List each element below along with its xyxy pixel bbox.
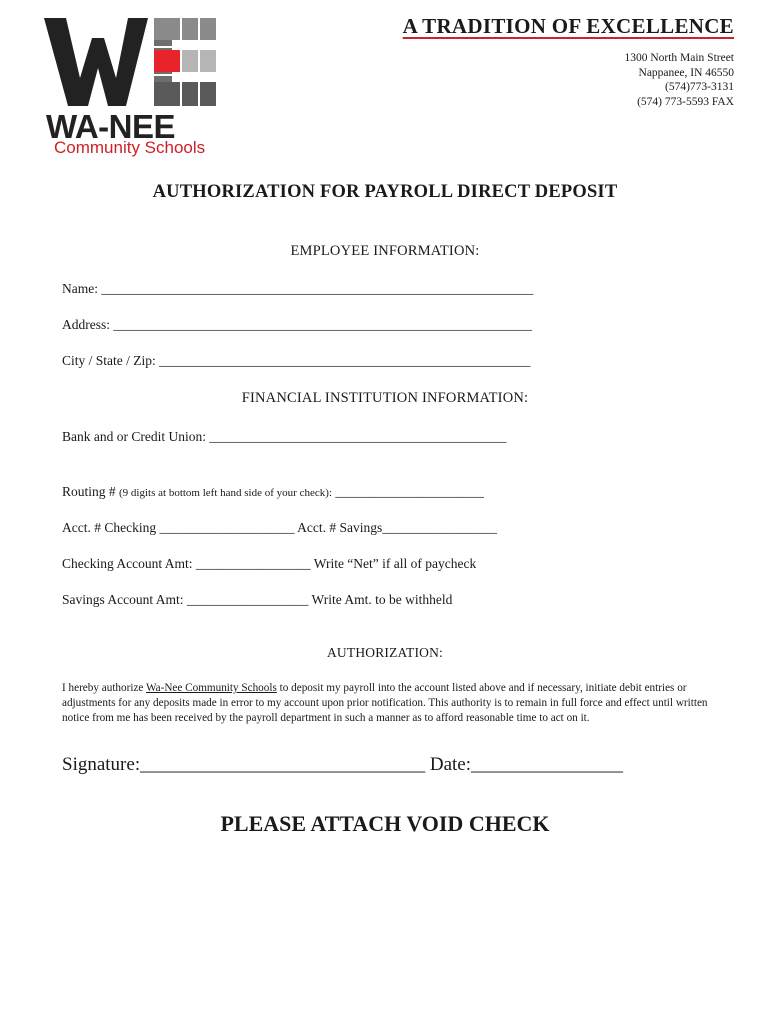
address-street: 1300 North Main Street bbox=[624, 52, 734, 64]
authorization-section-heading: AUTHORIZATION: bbox=[326, 645, 444, 660]
logo-name: WA-NEE bbox=[46, 108, 175, 145]
address-city: Nappanee, IN 46550 bbox=[638, 66, 734, 79]
routing-note: (9 digits at bottom left hand side of your check): bbox=[119, 487, 332, 499]
tagline: A TRADITION OF EXCELLENCE bbox=[402, 14, 734, 38]
signature-date-field[interactable]: Signature:______________________________ Date:________________ bbox=[62, 754, 623, 775]
authorization-text bbox=[62, 681, 722, 726]
address-fax: (574) 773-5593 FAX bbox=[637, 95, 734, 108]
void-check-notice: PLEASE ATTACH VOID CHECK bbox=[220, 811, 550, 836]
auth-pre: I hereby authorize bbox=[62, 682, 146, 694]
account-numbers-field[interactable]: Acct. # Checking ____________________ Acct. # Savings_________________ bbox=[62, 520, 497, 535]
address-block bbox=[624, 51, 734, 109]
routing-label: Routing # bbox=[62, 484, 120, 499]
address-phone: (574)773-3131 bbox=[665, 81, 734, 93]
bank-field[interactable]: Bank and or Credit Union: ____________________________________________ bbox=[62, 429, 507, 444]
savings-amount-field[interactable]: Savings Account Amt: __________________ Write Amt. to be withheld bbox=[62, 592, 453, 607]
routing-blank: ______________________ bbox=[331, 484, 484, 499]
auth-org: Wa-Nee Community Schools bbox=[145, 682, 277, 694]
wanee-logo bbox=[42, 16, 222, 158]
form-title: AUTHORIZATION FOR PAYROLL DIRECT DEPOSIT bbox=[152, 182, 618, 202]
logo-subname: Community Schools bbox=[54, 138, 206, 157]
address-field[interactable]: Address: ______________________________________________________________ bbox=[62, 317, 532, 332]
name-field[interactable]: Name: ________________________________________________________________ bbox=[62, 281, 534, 296]
routing-field[interactable] bbox=[62, 484, 484, 500]
financial-section-heading: FINANCIAL INSTITUTION INFORMATION: bbox=[241, 390, 529, 406]
employee-section-heading: EMPLOYEE INFORMATION: bbox=[290, 243, 480, 259]
auth-post: to deposit my payroll into the account listed above and if necessary, initiate debit entries or adjustments for any deposits made in error to my account upon prior notification. This authority is to remain in full force and effect until written notice from me has been received by the payroll department in such a manner as to afford reasonable time to act on it. bbox=[62, 682, 708, 724]
checking-amount-field[interactable]: Checking Account Amt: _________________ Write “Net” if all of paycheck bbox=[62, 556, 477, 571]
city-state-zip-field[interactable]: City / State / Zip: _______________________________________________________ bbox=[62, 353, 531, 368]
